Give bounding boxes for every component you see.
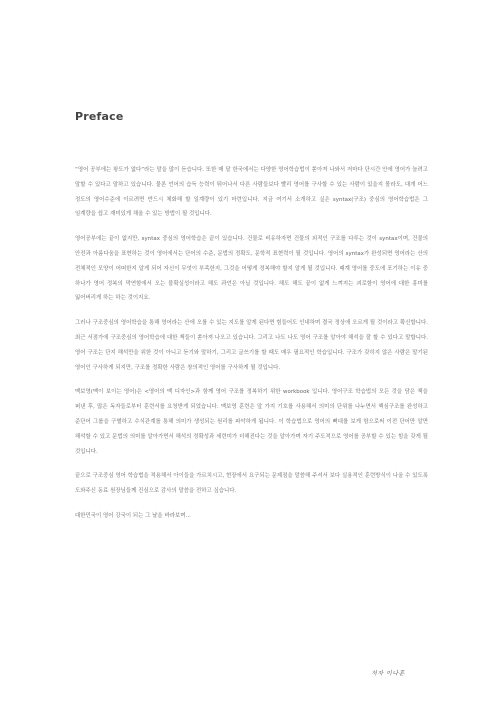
preface-body (75, 163, 428, 524)
page-title: Preface (75, 110, 124, 123)
paragraph-5: 끝으로 구조중심 영어 학습법을 적용해서 아이들을 가르치시고, 현장에서 요구되는 문제점을 말씀해 주셔서 보다 실용적인 훈련방식이 나올 수 있도록 도와주신 동료 원장님들께 진심으로 감사의 말씀을 전하고 싶습니다. (75, 473, 428, 495)
paragraph-4: 맥보영(맥이 보이는 영어)은 <영어의 맥 디자인>과 함께 영어 구조를 정복하기 위한 workbook 입니다. 영어구조 학습법의 모든 것을 담은 책을 퍼낸 후, 많은 독자들로부터 훈련서를 요청받게 되었습니다. 맥보영 훈련은 앞 가지 기호를 사용해서 의미의 단위를 나누면서 핵심구조를 완성하고 준단어 그룹을 구별하고 수식관계를 통해 의미가 생성되는 원리를 파악하게 됩니다. 이 학습법으로 영어의 뼈대를 보게 함으로써 이전 단어만 알면 해석할 수 있고 문법의 의미를 알아가면서 해석의 정확성과 세련미가 더해진다는 것을 알아가며 자기 주도적으로 영어를 공부할 수 있는 힘을 갖게 될 것입니다. (75, 389, 428, 455)
paragraph-6: 대한민국이 영어 강국이 되는 그 날을 바라보며… (75, 512, 191, 519)
paragraph-2: 영어공부에는 끝이 없지만, syntax 중심의 영어학습은 끝이 있습니다. 건물로 비유하자면 건물의 외적인 구조를 다루는 것이 syntax이며, 건물의 안전과 아름다움을 표현하는 것이 영어에서는 단어의 수준, 문법의 정확도, 문학적 표현력이 될 것입니다. 영어의 syntax가 완성되면 영어라는 산의 전체적인 모양이 어떠한지 알게 되어 자신이 무엇이 부족한지, 그것을 어떻게 정복해야 할지 알게 될 것입니다. 때계 영어를 중도에 포기하는 이유 중 하나가 영어 정복의 막연함에서 오는 불확실성이라고 해도 과언은 아닐 것입니다. 해도 해도 끝이 없게 느껴지는 괴로함이 영어에 대한 흥미를 잃어버리게 하는 하는 것이지요. (75, 236, 428, 302)
author-signature: 저자 이나훈 (371, 670, 405, 677)
paragraph-1: “영어 공부에는 왕도가 없다”라는 말을 많이 듣습니다. 또한 매 달 한국에서는 다양한 영어학습법이 쏟아져 나와서 저마다 단시간 안에 영어가 늘려고 말할 수 있다고 말하고 있습니다. 물론 언어의 습득 능력이 뛰어나서 다른 사람들보다 빨리 영어를 구사할 수 있는 사람이 있을지 몰라도, 대개 어느 정도의 영어수준에 이르려면 반드시 체화해 할 일계량이 있기 마련입니다. 지금 여기서 소개하고 싶은 syntax(구조) 중심의 영어학습법은 그 임계량을 쉽고 재미있게 채울 수 있는 방법이 될 것입니다. (75, 167, 428, 218)
paragraph-3: 그러나 구조중심의 영어학습을 통해 영어라는 산에 오를 수 있는 지도를 알게 된다면 힘들어도 인내하며 결국 정상에 오르게 될 것이라고 확신합니다. 최근 서점가에 구조중심의 영어학습에 대한 책들이 쏟아져 나오고 있습니다. 그리고 나도 나도 영어 구조를 알아야 해석을 잘 할 수 있다고 말합니다. 영어 구조는 단지 해석만을 위한 것이 아니고 듣기와 말하기, 그리고 글쓰기를 할 때도 매우 필요적인 학습입니다. 구조가 갖히지 않은 사람은 말기된 영어인 구사하게 되지만, 구조를 정확한 사람은 창의적인 영어를 구사하게 될 것입니다. (75, 320, 428, 371)
